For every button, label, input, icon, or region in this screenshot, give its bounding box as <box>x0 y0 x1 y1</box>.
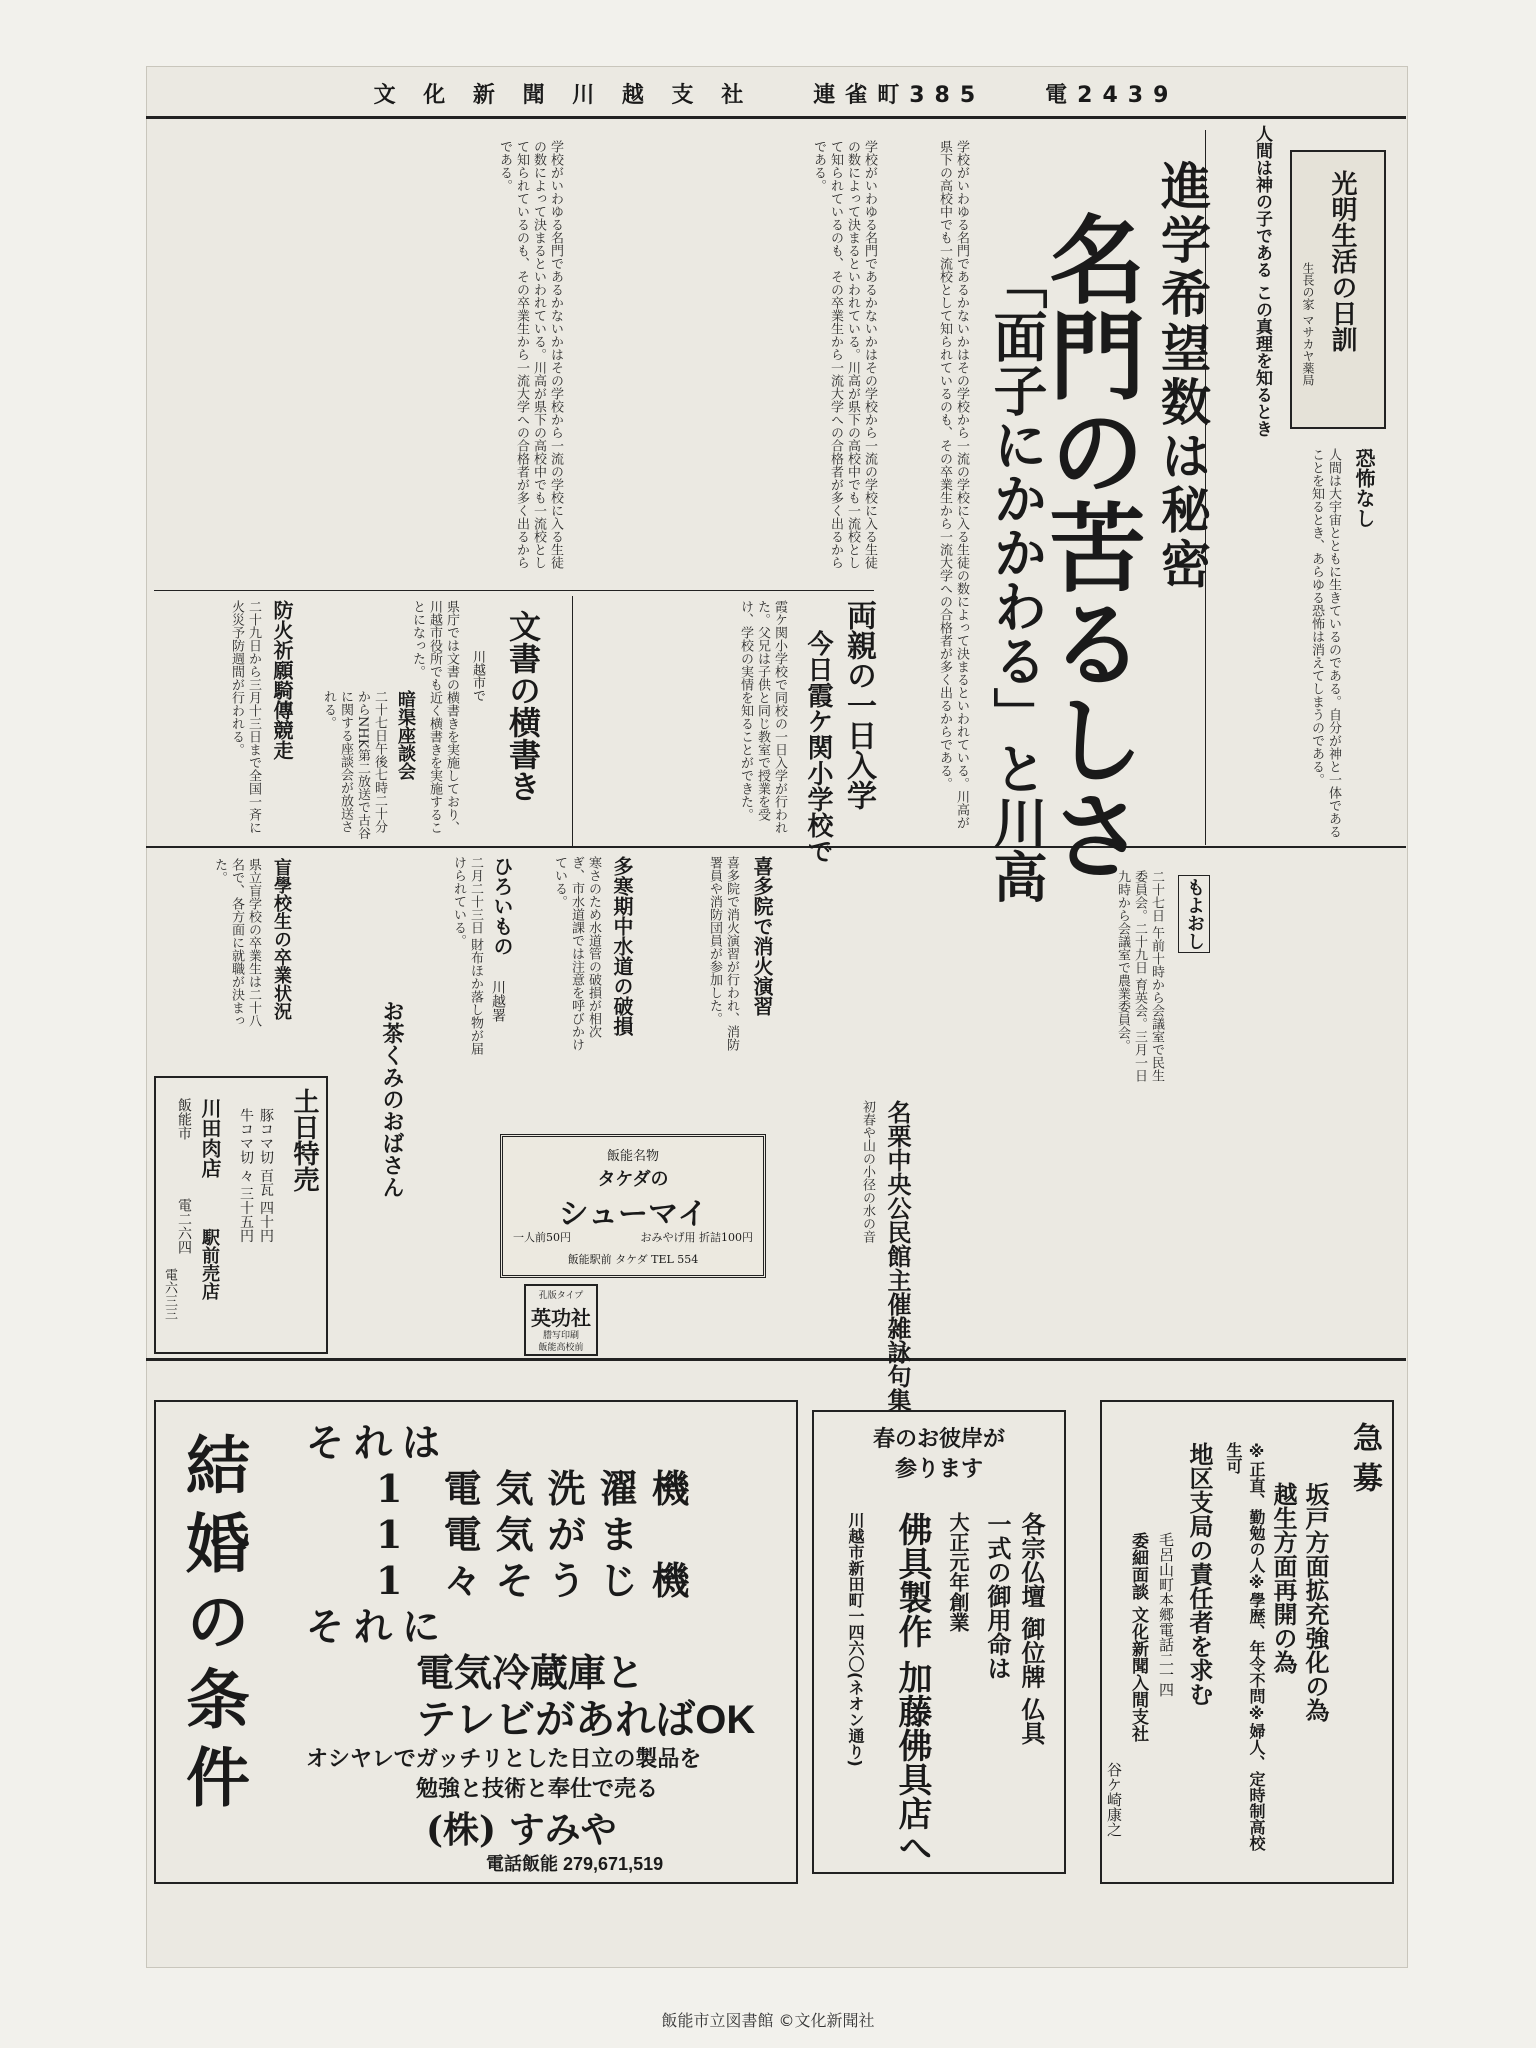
fear-title: 恐怖なし <box>1352 448 1376 528</box>
sumiya-ad <box>154 1400 798 1884</box>
eikosha-sub: 謄写印刷 <box>542 1331 579 1341</box>
fear-body: 人間は大宇宙とともに生きているのである。自分が神と一体であることを知るとき、あらゆる恐怖は消えてしまうのである。 <box>1309 448 1341 838</box>
kitain-body: 喜多院で消火演習が行われ、消防署員や消防団員が参加した。 <box>707 856 739 1051</box>
butsugu-l1: 各宗仏壇 御位牌 仏具 <box>1017 1512 1045 1745</box>
hiroimono-headline: ひろいもの <box>490 856 514 956</box>
senryu-body: 初春や山の小径の水の音 <box>860 1100 875 1243</box>
sumiya-phone: 電話飯能 279,671,519 <box>486 1854 664 1874</box>
lead-body-b: 学校がいわゆる名門であるかないかはその学校から一流の学校に入る生徒の数によって決まるといわれている。川高が県下の高校中でも一流校として知られているのも、その卒業生から一流大学への合格者が多く出るからである。 <box>811 140 877 569</box>
parents-body: 霞ケ関小学校で同校の一日入学が行われた。父兄は子供と同じ教室で授業を受け、学校の実情を知ることができた。 <box>738 600 787 834</box>
sumiya-l1: それは <box>306 1423 451 1465</box>
footer-credit: 飯能市立図書館 ©文化新聞社 <box>661 2011 875 2030</box>
masthead <box>146 72 1406 114</box>
mooshi-body: 二十七日 午前十時から会議室で民生委員会。二十九日 育英会。三月一日 九時から会議室で農業委員会。 <box>1115 870 1164 1083</box>
sumiya-l5: それに <box>306 1604 451 1649</box>
kawada-phone2: 電六三三 <box>162 1268 177 1320</box>
kyubo-l4: 地区支局の責任者を求む <box>1185 1442 1213 1706</box>
ankyo-headline: 暗渠座談会 <box>395 690 416 780</box>
kyubo-title: 急募 <box>1347 1422 1382 1502</box>
shumai-product: シューマイ <box>558 1197 708 1232</box>
mougakko-body: 県立盲学校の卒業生は二十八名で、各方面に就職が決まった。 <box>212 858 261 1027</box>
sumiya-l3: 1 電気がま <box>376 1512 652 1557</box>
ocha-headline: お茶くみのおばさん <box>379 1000 404 1198</box>
kitain-headline: 喜多院で消火演習 <box>750 856 774 1016</box>
butsugu-l2: 一式の御用命は <box>983 1512 1011 1680</box>
hiroimono-body: 二月二十三日 財布ほか落し物が届けられている。 <box>451 856 483 1056</box>
sumiya-shop: (株) すみや <box>426 1809 617 1851</box>
motto-line: 人間は神の子である この真理を知るとき <box>1252 125 1272 437</box>
kyubo-l3: ※正直、勤勉の人※學歴、年令不問※婦人、定時制高校生可 <box>1224 1442 1266 1851</box>
butsugu-addr: 川越市新田町一四六〇(ネオン通り) <box>846 1512 865 1767</box>
eikosha-name: 英功社 <box>531 1306 591 1330</box>
shumai-top: 飯能名物 <box>606 1148 659 1163</box>
parents-headline: 両親の一日入学 <box>841 600 876 810</box>
butsugu-l3: 大正元年創業 <box>946 1512 970 1632</box>
eikosha-loc: 飯能高校前 <box>538 1343 584 1353</box>
lead-headline: 名門の苦るしさ <box>1034 210 1146 882</box>
senryu-headline: 名栗中央公民館主催雑詠句集 <box>883 1100 911 1412</box>
sumiya-l6: 電気冷蔵庫と <box>416 1650 645 1695</box>
kawada-item-1: 豚コマ切 百瓦 四十円 <box>258 1108 274 1243</box>
shumai-price2: おみやげ用 折詰100円 <box>640 1231 753 1244</box>
kawada-title: 土日特売 <box>289 1088 319 1192</box>
yokogaki-body: 県庁では文書の横書きを実施しており、川越市役所でも近く横書きを実施することになった。 <box>410 600 459 834</box>
parents-subhead: 今日霞ケ関小学校で <box>803 630 833 864</box>
butsugu-top2: 参ります <box>894 1456 983 1482</box>
kawada-ad <box>154 1076 328 1354</box>
col-rule-2 <box>572 596 573 846</box>
bosai-body: 二十九日から三月十三日まで全国一斉に火災予防週間が行われる。 <box>229 600 261 834</box>
motto-box <box>1290 150 1386 429</box>
sumiya-slogan2: 勉強と技術と奉仕で売る <box>416 1776 659 1802</box>
yokogaki-headline: 文書の横書き <box>504 610 542 802</box>
sumiya-l4: 1 々そうじ機 <box>376 1558 704 1603</box>
kyubo-l2: 越生方面再開の為 <box>1269 1482 1297 1674</box>
masthead-name: 文 化 新 聞 川 越 支 社 <box>373 82 754 108</box>
eikosha-top: 孔版タイプ <box>538 1291 584 1301</box>
motto-title: 光明生活の日訓 <box>1327 170 1357 352</box>
butsugu-top: 春のお彼岸が <box>872 1426 1005 1452</box>
sumiya-l7: テレビがあればOK <box>416 1698 756 1742</box>
bosai-headline: 防火祈願騎傳競走 <box>270 600 294 760</box>
lead-bottom-rule <box>154 590 874 591</box>
lead-kicker: 進学希望数は秘密 <box>1153 160 1211 592</box>
kawada-branch: 駅前売店 <box>199 1228 220 1300</box>
lead-body-a: 学校がいわゆる名門であるかないかはその学校から一流の学校に入る生徒の数によって決まるといわれている。川高が県下の高校中でも一流校として知られているのも、その卒業生から一流大学への合格者が多く出るからである。 <box>937 140 969 829</box>
shumai-price1: 一人前50円 <box>513 1231 571 1244</box>
yokogaki-sub: 川越市で <box>470 650 485 702</box>
suido-body: 寒さのため水道管の破損が相次ぎ、市水道課では注意を呼びかけている。 <box>552 856 601 1051</box>
sumiya-title: 結婚の条件 <box>175 1432 249 1822</box>
upper-section-rule <box>146 846 1406 848</box>
kawada-city: 飯能市 <box>176 1098 192 1140</box>
butsugu-ad <box>812 1410 1066 1874</box>
kyubo-l6: 委細面談 文化新聞入間支社 <box>1128 1532 1148 1742</box>
masthead-rule <box>146 116 1406 119</box>
hiroimono-sub: 川越署 <box>490 980 506 1022</box>
mooshi-title: もよおし <box>1178 875 1210 953</box>
sumiya-l2: 1 電気洗濯機 <box>376 1466 704 1511</box>
kawada-name: 川田肉店 <box>198 1098 222 1178</box>
kawada-phone: 電二六四 <box>176 1198 192 1254</box>
ankyo-body: 二十七日午後七時二十分からNHK第二放送で古谷に関する座談会が放送される。 <box>321 690 387 840</box>
kawada-item-2: 牛コマ切 々 三十五円 <box>238 1108 254 1243</box>
sumiya-slogan: オシヤレでガッチリとした日立の製品を <box>306 1746 702 1772</box>
shumai-ad <box>500 1134 766 1278</box>
shumai-shop: 飯能駅前 タケダ TEL 554 <box>567 1253 699 1266</box>
eikosha-ad <box>524 1284 598 1356</box>
butsugu-l4: 佛具製作 加藤佛具店へ <box>892 1512 932 1864</box>
ad-section-rule <box>146 1358 1406 1361</box>
kyubo-l7: 谷ケ崎康之 <box>1105 1762 1123 1837</box>
suido-headline: 多寒期中水道の破損 <box>610 856 634 1036</box>
mougakko-headline: 盲學校生の卒業状況 <box>271 858 292 1020</box>
kyubo-l1: 坂戸方面拡充強化の為 <box>1301 1482 1329 1722</box>
shumai-brand: タケダの <box>597 1169 669 1190</box>
masthead-phone: 電2439 <box>1045 82 1179 108</box>
kyubo-l5: 毛呂山町本郷電話二一四 <box>1157 1532 1175 1697</box>
kyubo-ad <box>1100 1400 1394 1884</box>
masthead-address: 連雀町385 <box>813 82 986 108</box>
lead-subhead: 「面子にかかわる」と川高 <box>985 255 1048 903</box>
motto-sub: 生長の家 マサカヤ薬局 <box>1301 262 1315 386</box>
lead-body-c: 学校がいわゆる名門であるかないかはその学校から一流の学校に入る生徒の数によって決まるといわれている。川高が県下の高校中でも一流校として知られているのも、その卒業生から一流大学への合格者が多く出るからである。 <box>497 140 563 569</box>
